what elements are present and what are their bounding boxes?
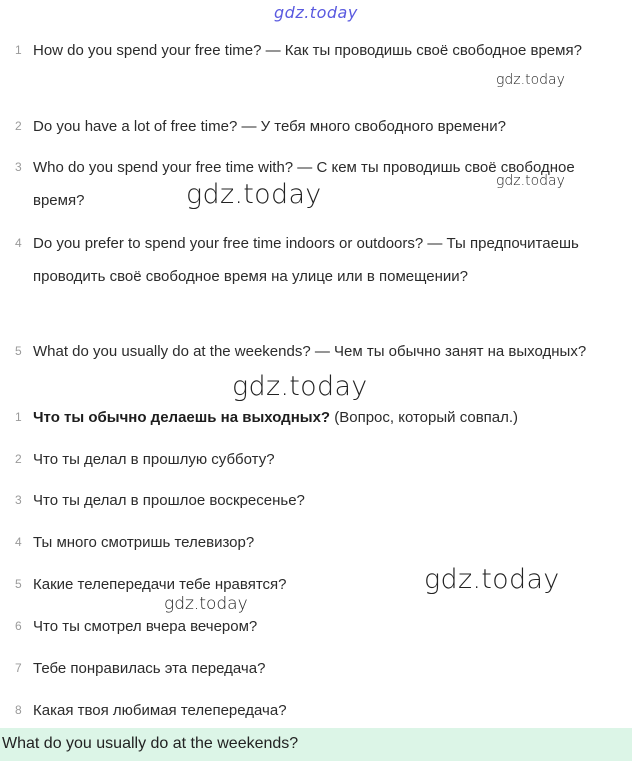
item-text: Do you have a lot of free time? — У тебя много свободного времени? [33, 118, 506, 135]
item-number: 1 [15, 410, 22, 424]
item-text: Какая твоя любимая телепередача? [33, 702, 287, 719]
item-text: Какие телепередачи тебе нравятся? [33, 576, 287, 593]
item-number: 7 [15, 661, 22, 675]
watermark: gdz.today [424, 564, 560, 595]
list-item [15, 652, 612, 685]
watermark: gdz.today [164, 594, 248, 614]
item-number: 3 [15, 493, 22, 507]
list-item [15, 151, 612, 217]
item-number: 1 [15, 43, 22, 57]
item-text: Тебе понравилась эта передача? [33, 660, 266, 677]
item-text: Do you prefer to spend your free time indoors or outdoors? — Ты предпочитаешь проводить своё свободное время на улице или в помещении? [33, 235, 579, 285]
highlighted-answer-bar [0, 728, 632, 761]
watermark: gdz.today [496, 72, 565, 88]
item-text: Что ты делал в прошлую субботу? [33, 451, 275, 468]
list-item [15, 568, 612, 601]
list-item [15, 110, 612, 143]
watermark: gdz.today [232, 371, 368, 402]
list-item [15, 335, 612, 368]
item-number: 5 [15, 344, 22, 358]
list-item [15, 443, 612, 476]
item-text-bold: Что ты обычно делаешь на выходных? [33, 409, 331, 426]
item-number: 2 [15, 119, 22, 133]
item-number: 4 [15, 236, 22, 250]
list-item [15, 227, 612, 293]
list-item [15, 610, 612, 643]
item-number: 5 [15, 577, 22, 591]
item-number: 6 [15, 619, 22, 633]
item-text: (Вопрос, который совпал.) [330, 409, 519, 426]
item-text: How do you spend your free time? — Как ты проводишь своё свободное время? [33, 42, 582, 59]
watermark: gdz.today [186, 179, 322, 210]
list-item [15, 526, 612, 559]
item-text: Ты много смотришь телевизор? [33, 534, 255, 551]
list-item [15, 694, 612, 727]
highlighted-answer-text: What do you usually do at the weekends? [2, 735, 299, 752]
item-text: Что ты смотрел вчера вечером? [33, 618, 258, 635]
item-number: 3 [15, 160, 22, 174]
watermark-top: gdz.today [274, 3, 358, 22]
item-text: What do you usually do at the weekends? — Чем ты обычно занят на выходных? [33, 343, 587, 360]
item-text: Что ты делал в прошлое воскресенье? [33, 492, 305, 509]
item-text: Who do you spend your free time with? — С кем ты проводишь своё свободное время? [33, 159, 575, 209]
item-number: 8 [15, 703, 22, 717]
item-number: 4 [15, 535, 22, 549]
list-item [15, 401, 612, 434]
list-item [15, 484, 612, 517]
list-item [15, 34, 612, 67]
item-number: 2 [15, 452, 22, 466]
watermark: gdz.today [496, 173, 565, 189]
